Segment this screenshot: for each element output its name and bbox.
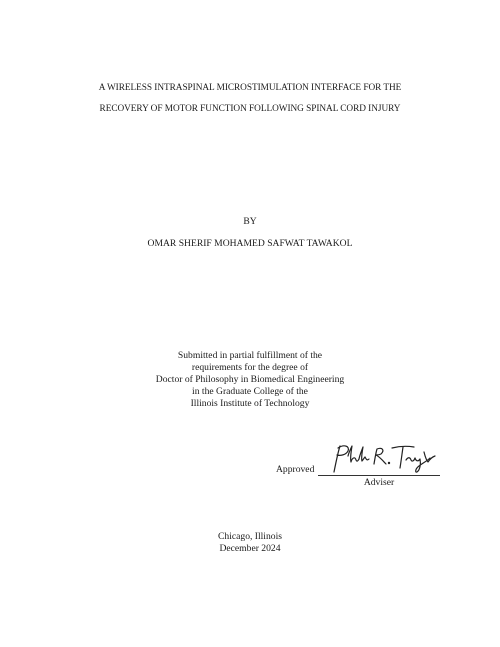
adviser-label: Adviser <box>363 477 395 488</box>
submission-line-1: Submitted in partial fulfillment of the <box>177 350 323 361</box>
thesis-title-line-1: A WIRELESS INTRASPINAL MICROSTIMULATION INTERFACE FOR THE <box>98 83 402 93</box>
signature-line <box>318 475 440 476</box>
submission-line-3: Doctor of Philosophy in Biomedical Engineering <box>155 374 345 385</box>
submission-line-5: Illinois Institute of Technology <box>190 398 310 409</box>
date-text: December 2024 <box>219 543 281 554</box>
approval-block <box>0 440 500 490</box>
submission-line-4: in the Graduate College of the <box>192 386 308 397</box>
adviser-signature <box>328 442 438 476</box>
approved-label: Approved <box>276 464 315 475</box>
author-name: OMAR SHERIF MOHAMED SAFWAT TAWAKOL <box>147 238 353 249</box>
submission-line-2: requirements for the degree of <box>191 362 309 373</box>
thesis-title-line-2: RECOVERY OF MOTOR FUNCTION FOLLOWING SPINAL CORD INJURY <box>99 104 401 114</box>
by-label: BY <box>243 216 257 227</box>
place-text: Chicago, Illinois <box>218 531 282 542</box>
